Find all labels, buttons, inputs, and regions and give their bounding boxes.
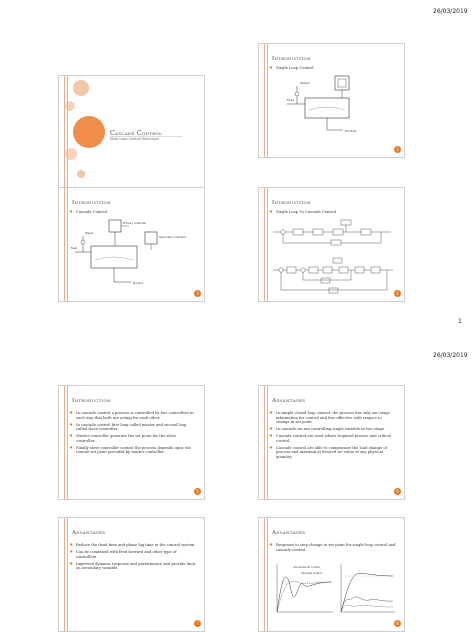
slide-introduction-single-loop <box>258 43 405 158</box>
slide-title: Introduction <box>272 200 311 206</box>
slide-number-badge: 4 <box>394 290 401 297</box>
slide-title: Advantages <box>272 398 306 404</box>
page-number: 1 <box>458 318 462 325</box>
page-date: 26/03/2019 <box>433 352 468 359</box>
bullet-item: ■ Cascade Control <box>70 210 196 215</box>
bullet-list <box>70 543 196 573</box>
steam-label: Steam <box>85 232 94 235</box>
slide-title: Introduction <box>72 398 111 404</box>
slide-advantages-1 <box>258 385 405 500</box>
bullet-list <box>70 411 196 457</box>
bullet-item: ■ Finally slave controller control the process depends upon the remote set point provided by master controller. <box>70 446 196 455</box>
step-response-plots <box>273 560 397 620</box>
bullet-item: ■ Master controller generate the set point for the slave controller. <box>70 434 196 443</box>
bullet-item: ■ In cascade control first loop called master and second loop called slave controller. <box>70 423 196 432</box>
slide-introduction-text <box>58 385 205 500</box>
cover-title: Cascade Control <box>110 130 163 137</box>
bullet-item: ■ Single Loop Vs Cascade Control <box>270 210 396 215</box>
bullet-list <box>270 210 396 216</box>
slide-number-badge: 5 <box>194 488 201 495</box>
slide-number-badge: 3 <box>194 290 201 297</box>
cascade-control-label: Cascade control <box>301 572 322 575</box>
bullet-item: ■ Response to step change in set point for single-loop control and cascade control. <box>270 543 396 552</box>
product-label: Product <box>345 129 357 133</box>
slide-cover <box>58 75 205 190</box>
secondary-controller-label: Secondary controller <box>159 236 186 239</box>
slide-title: Advantages <box>272 530 306 536</box>
slide-number-badge: 2 <box>394 146 401 153</box>
slide-title: Introduction <box>72 200 111 206</box>
page-date: 26/03/2019 <box>433 8 468 15</box>
slide-number-badge: 7 <box>194 620 201 627</box>
slide-title: Advantages <box>72 530 106 536</box>
slide-advantages-2 <box>58 517 205 632</box>
bullet-item: ■ Cascade control are able to compensate the load change of process and maintain at desired set value of any physical quantity. <box>270 446 396 460</box>
bullet-list <box>270 543 396 555</box>
feed-label: Feed <box>287 98 295 102</box>
slide-title: Introduction <box>272 56 311 62</box>
bullet-list <box>270 411 396 462</box>
bullet-item: ■ Reduce the dead time and phase lag time in the control system. <box>70 543 196 548</box>
slide-introduction-single-vs-cascade <box>258 187 405 302</box>
steam-label: Steam <box>300 81 310 85</box>
block-diagrams <box>271 218 399 300</box>
slide-number-badge: 8 <box>394 620 401 627</box>
slide-number-badge: 6 <box>394 488 401 495</box>
bullet-item: ■ Single Loop Control <box>270 66 396 71</box>
bullet-list <box>70 210 196 216</box>
bullet-item: ■ Improved dynamic response and performance and provide limit on secondary variable. <box>70 562 196 571</box>
cover-subtitle: Multi Loop Control Technique <box>110 137 159 141</box>
slide-advantages-3 <box>258 517 405 632</box>
bullet-item: ■ In cascade control a process is controlled by two controllers in such way that both are acting for each other. <box>70 411 196 420</box>
bullet-item: ■ Cascade control are used where required precise and critical control. <box>270 434 396 443</box>
feed-label: Feed <box>71 247 78 250</box>
single-loop-diagram <box>287 74 377 144</box>
product-label: Product <box>133 282 143 285</box>
conventional-control-label: Conventional control <box>293 566 320 569</box>
bullet-item: ■ In simple closed loop control, the process has only one stage information for control and less effective with respect to change in set point. <box>270 411 396 425</box>
bullet-item: ■ In cascade we are controlling single variable in two stage. <box>270 427 396 432</box>
bullet-list <box>270 66 396 72</box>
primary-controller-label: Primary controller <box>123 222 147 225</box>
cascade-diagram <box>69 218 194 298</box>
bullet-item: ■ Can be combined with feed forward and other type of controllers. <box>70 550 196 559</box>
slide-introduction-cascade <box>58 187 205 302</box>
